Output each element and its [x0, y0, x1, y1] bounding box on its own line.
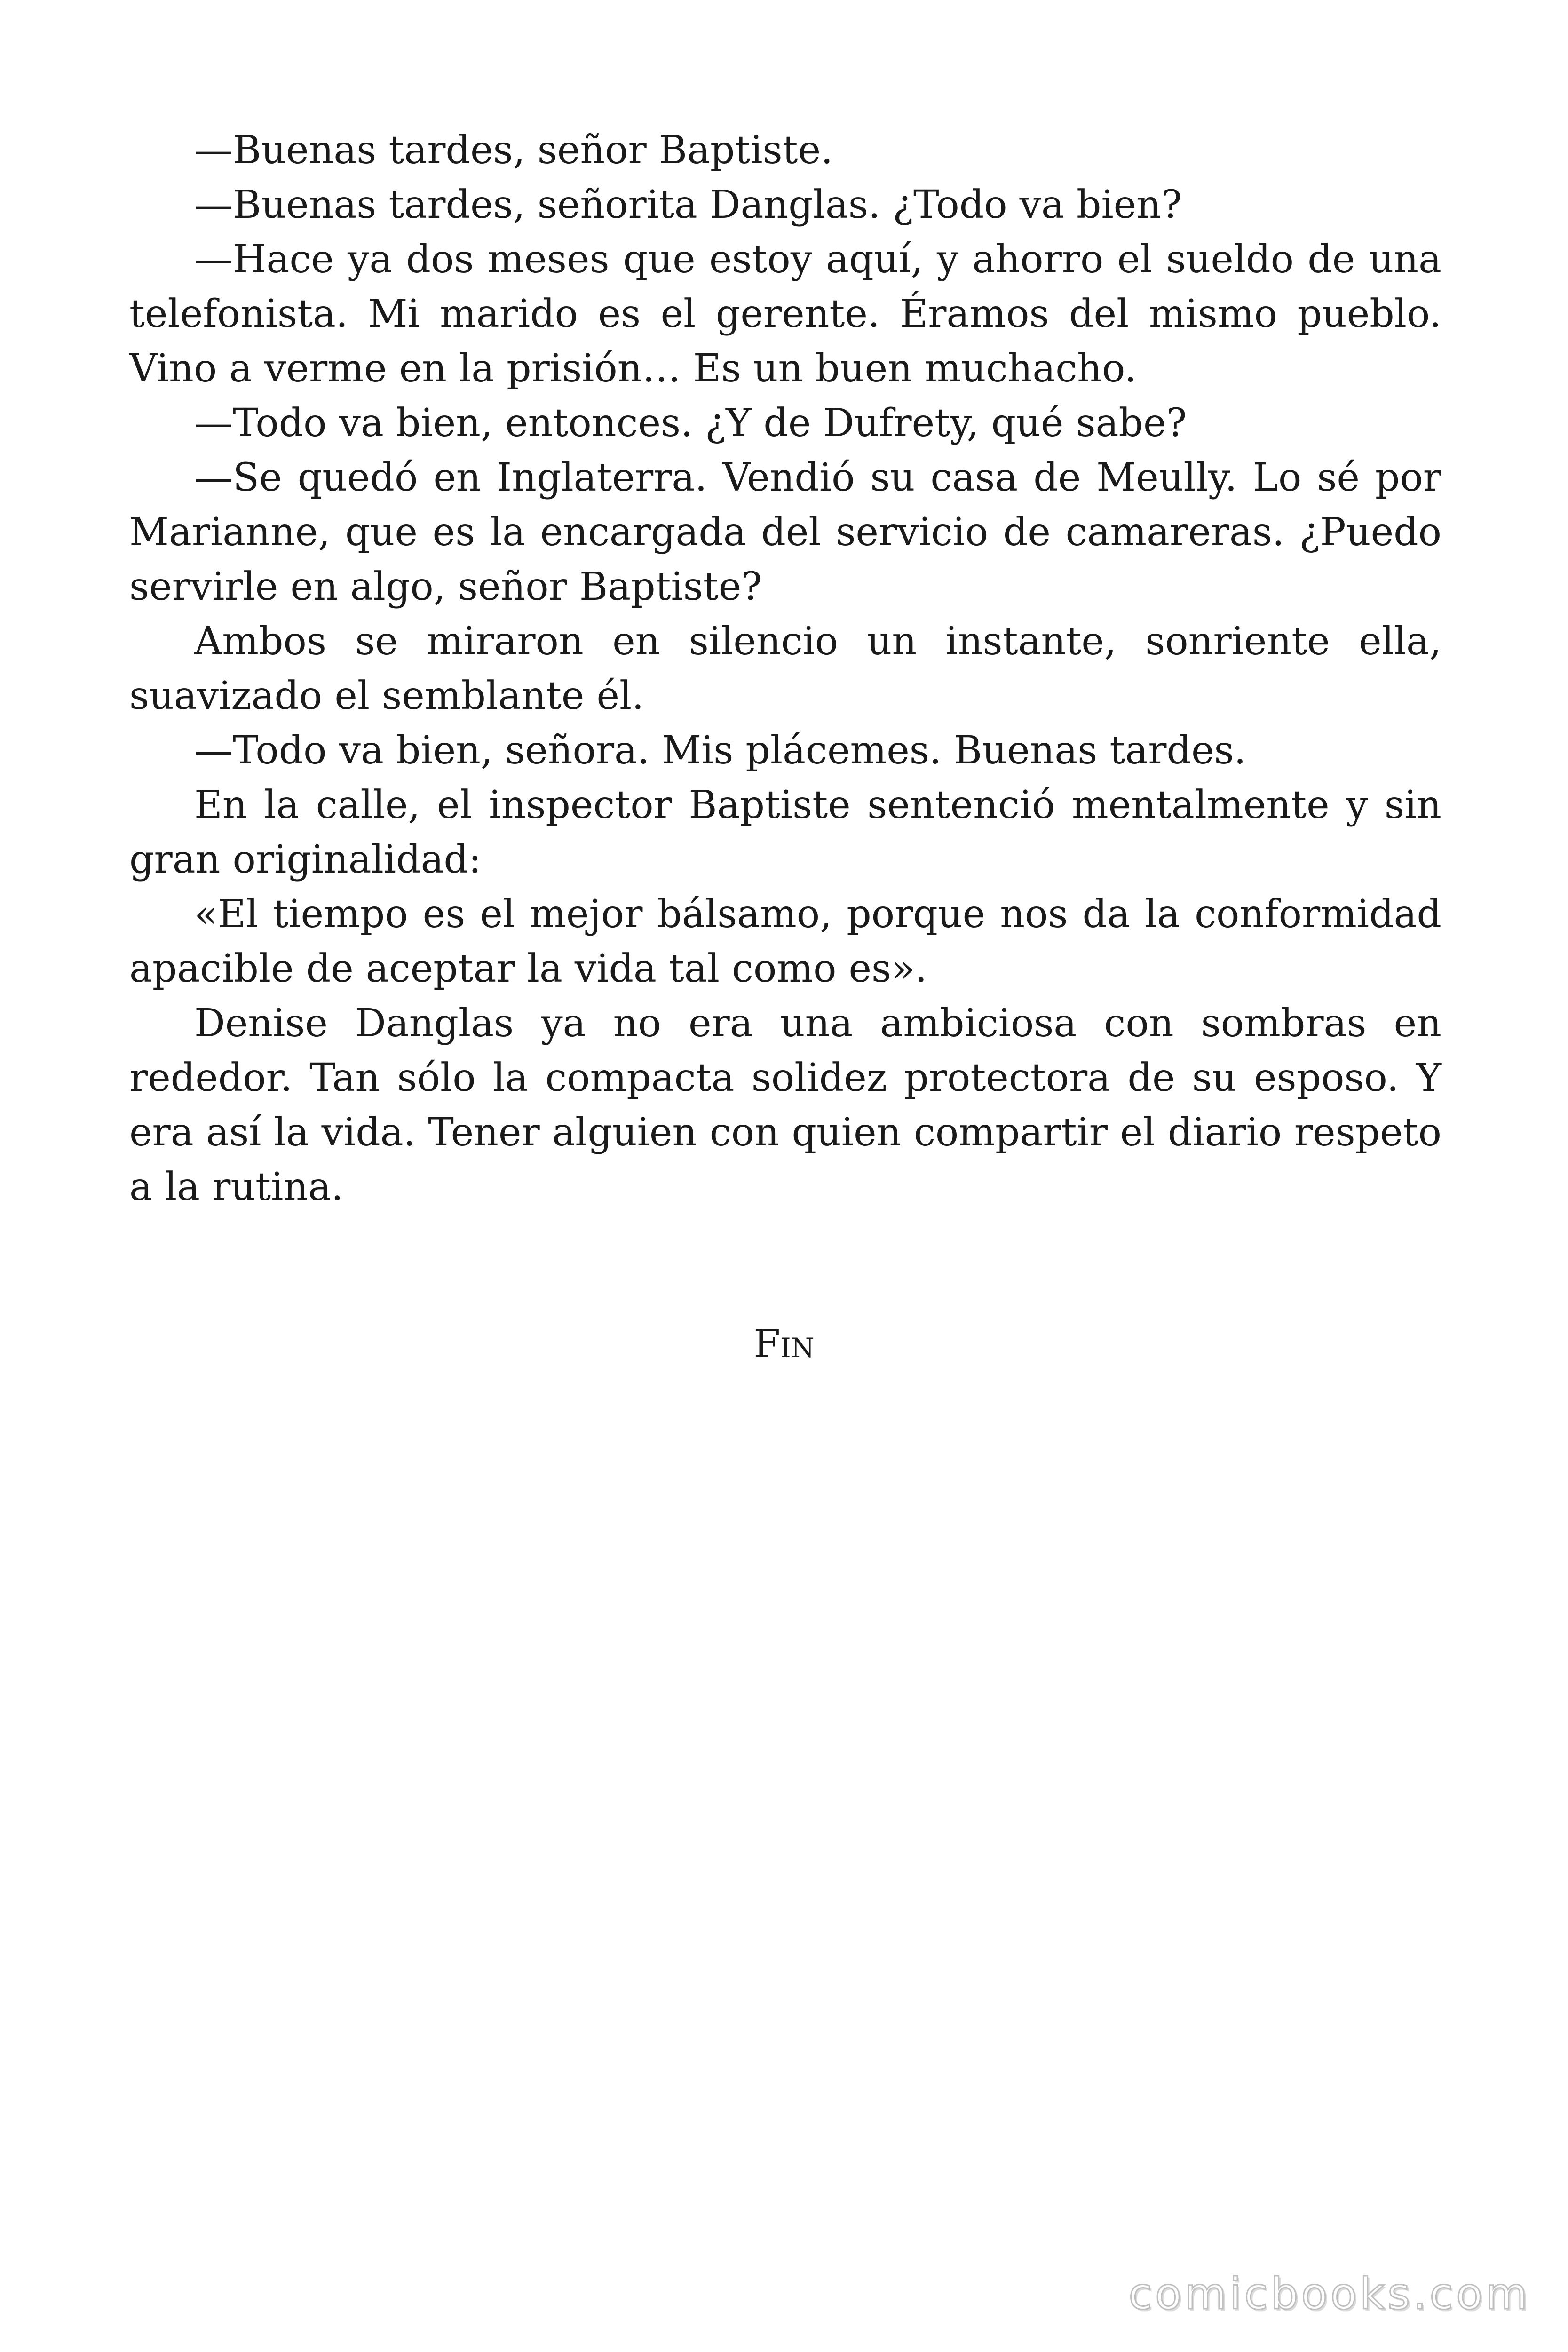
paragraph: «El tiempo es el mejor bálsamo, porque nos da la conformidad apacible de aceptar la vida tal como es».	[129, 892, 1441, 991]
paragraph: Ambos se miraron en silencio un instante, sonriente ella, suavizado el semblante él.	[129, 619, 1441, 718]
paragraph: Denise Danglas ya no era una ambiciosa con sombras en rededor. Tan sólo la compacta solidez protectora de su esposo. Y era así la vida. Tener alguien con quien compartir el diario respeto a la rutina.	[129, 1001, 1441, 1209]
paragraph: —Hace ya dos meses que estoy aquí, y ahorro el sueldo de una telefonista. Mi marido es el gerente. Éramos del mismo pueblo. Vino a verme en la prisión… Es un buen muchacho.	[129, 237, 1441, 391]
watermark: comicbooks.com	[1128, 2269, 1530, 2319]
paragraph: En la calle, el inspector Baptiste sentenció mentalmente y sin gran originalidad:	[129, 783, 1441, 882]
paragraph: —Todo va bien, entonces. ¿Y de Dufrety, qué sabe?	[194, 401, 1187, 445]
body-text	[129, 123, 1441, 1215]
paragraph: —Buenas tardes, señor Baptiste.	[194, 128, 833, 173]
paragraph: —Se quedó en Inglaterra. Vendió su casa de Meully. Lo sé por Marianne, que es la encargada del servicio de camareras. ¿Puedo servirle en algo, señor Baptiste?	[129, 455, 1441, 609]
paragraph: —Buenas tardes, señorita Danglas. ¿Todo va bien?	[194, 183, 1182, 227]
end-mark: Fin	[753, 1322, 815, 1367]
paragraph: —Todo va bien, señora. Mis plácemes. Buenas tardes.	[194, 728, 1246, 773]
